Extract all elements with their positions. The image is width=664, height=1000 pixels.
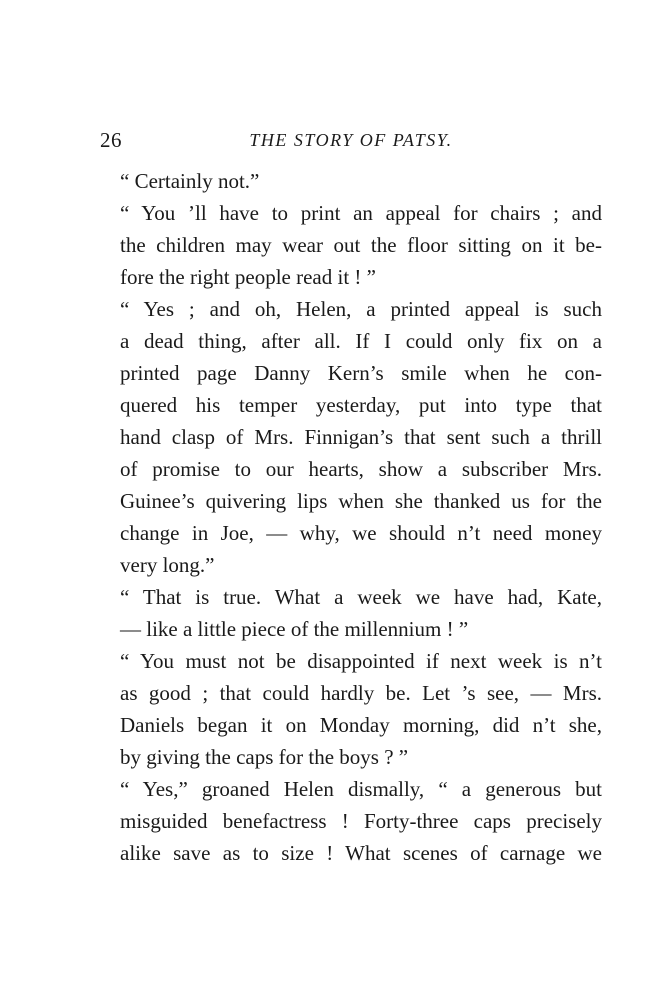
page-number: 26 — [100, 128, 122, 152]
body-text — [100, 165, 602, 869]
text-line: change in Joe, — why, we should n’t need money — [120, 521, 602, 545]
text-line: — like a little piece of the millennium ! ” — [120, 617, 469, 641]
text-line: Daniels began it on Monday morning, did n’t she, — [120, 713, 602, 737]
text-line: fore the right people read it ! ” — [120, 265, 376, 289]
paragraph-4 — [100, 581, 602, 645]
paragraph-1 — [100, 165, 602, 197]
text-line: printed page Danny Kern’s smile when he con- — [120, 361, 602, 385]
running-head — [100, 126, 602, 156]
text-line: “ You must not be disappointed if next week is n’t — [120, 649, 602, 673]
book-page — [100, 126, 602, 869]
text-line: the children may wear out the floor sitting on it be- — [120, 233, 602, 257]
text-line: Guinee’s quivering lips when she thanked us for the — [120, 489, 602, 513]
paragraph-6 — [100, 773, 602, 869]
text-line: “ That is true. What a week we have had, Kate, — [120, 585, 602, 609]
text-line: “ Certainly not.” — [120, 169, 260, 193]
text-line: “ Yes,” groaned Helen dismally, “ a generous but — [120, 777, 602, 801]
text-line: very long.” — [120, 553, 215, 577]
text-line: “ Yes ; and oh, Helen, a printed appeal is such — [120, 297, 602, 321]
text-line: quered his temper yesterday, put into type that — [120, 393, 602, 417]
text-line: misguided benefactress ! Forty-three caps precisely — [120, 809, 602, 833]
running-title: THE STORY OF PATSY. — [249, 130, 453, 150]
text-line: a dead thing, after all. If I could only fix on a — [120, 329, 602, 353]
text-line: alike save as to size ! What scenes of carnage we — [120, 841, 602, 865]
text-line: as good ; that could hardly be. Let ’s see, — Mrs. — [120, 681, 602, 705]
paragraph-3 — [100, 293, 602, 581]
text-line: hand clasp of Mrs. Finnigan’s that sent such a thrill — [120, 425, 602, 449]
paragraph-5 — [100, 645, 602, 773]
text-line: of promise to our hearts, show a subscriber Mrs. — [120, 457, 602, 481]
text-line: by giving the caps for the boys ? ” — [120, 745, 409, 769]
text-line: “ You ’ll have to print an appeal for chairs ; and — [120, 201, 602, 225]
paragraph-2 — [100, 197, 602, 293]
